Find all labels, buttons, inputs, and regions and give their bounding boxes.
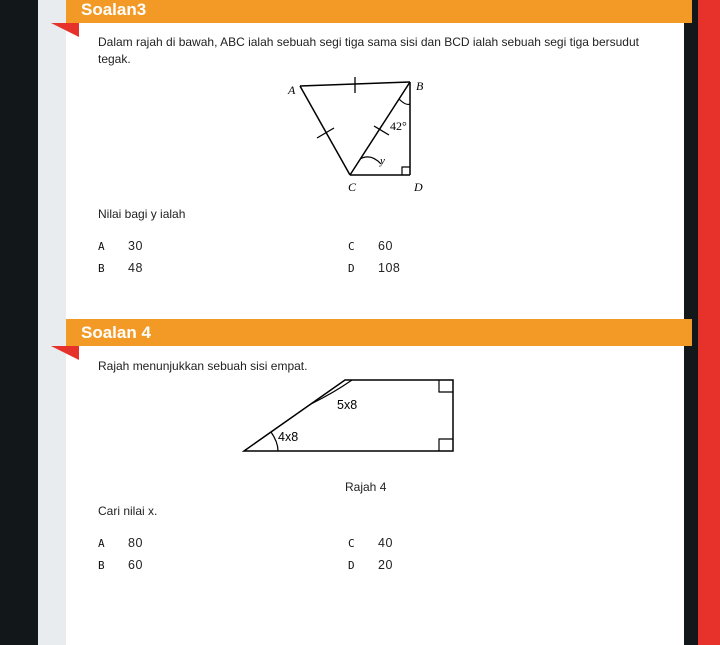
option-letter: C: [348, 240, 355, 253]
angle-label-y: y: [380, 155, 385, 167]
right-angle-marker-top: [439, 380, 453, 392]
question-3-stem-line-2: tegak.: [98, 52, 131, 66]
question-3-title: Soalan3: [81, 0, 147, 19]
option-value: 48: [128, 261, 143, 275]
option-value: 40: [378, 536, 393, 550]
option-value: 80: [128, 536, 143, 550]
option-value: 108: [378, 261, 401, 275]
option-value: 60: [378, 239, 393, 253]
worksheet-page: [38, 0, 684, 645]
option-letter: A: [98, 537, 105, 550]
question-4-stem: Rajah menunjukkan sebuah sisi empat.: [98, 359, 308, 373]
option-value: 30: [128, 239, 143, 253]
option-letter: B: [98, 262, 105, 275]
right-angle-marker-bottom: [439, 439, 453, 451]
angle-label-top: 5x8: [337, 398, 358, 412]
option-letter: D: [348, 262, 355, 275]
option-value: 20: [378, 558, 393, 572]
question-4-prompt: Cari nilai x.: [98, 504, 158, 518]
vertex-label-c: C: [348, 180, 357, 194]
option-letter: D: [348, 559, 355, 572]
vertex-label-d: D: [414, 180, 423, 194]
option-letter: A: [98, 240, 105, 253]
angle-label-42: 42°: [390, 119, 407, 133]
vertex-label-b: B: [416, 79, 424, 93]
question-4-title: Soalan 4: [81, 323, 151, 342]
angle-label-left: 4x8: [278, 430, 299, 444]
option-letter: C: [348, 537, 355, 550]
vertex-label-a: A: [288, 83, 296, 97]
option-value: 60: [128, 558, 143, 572]
question-3-prompt: Nilai bagi y ialah: [98, 207, 186, 221]
right-edge-strip: [698, 0, 720, 645]
angle-left-arc: [271, 432, 278, 451]
question-3-stem-line-1: Dalam rajah di bawah, ABC ialah sebuah segi tiga sama sisi dan BCD ialah sebuah segi tiga bersudut: [98, 35, 639, 49]
figure-caption: Rajah 4: [345, 480, 387, 494]
option-letter: B: [98, 559, 105, 572]
